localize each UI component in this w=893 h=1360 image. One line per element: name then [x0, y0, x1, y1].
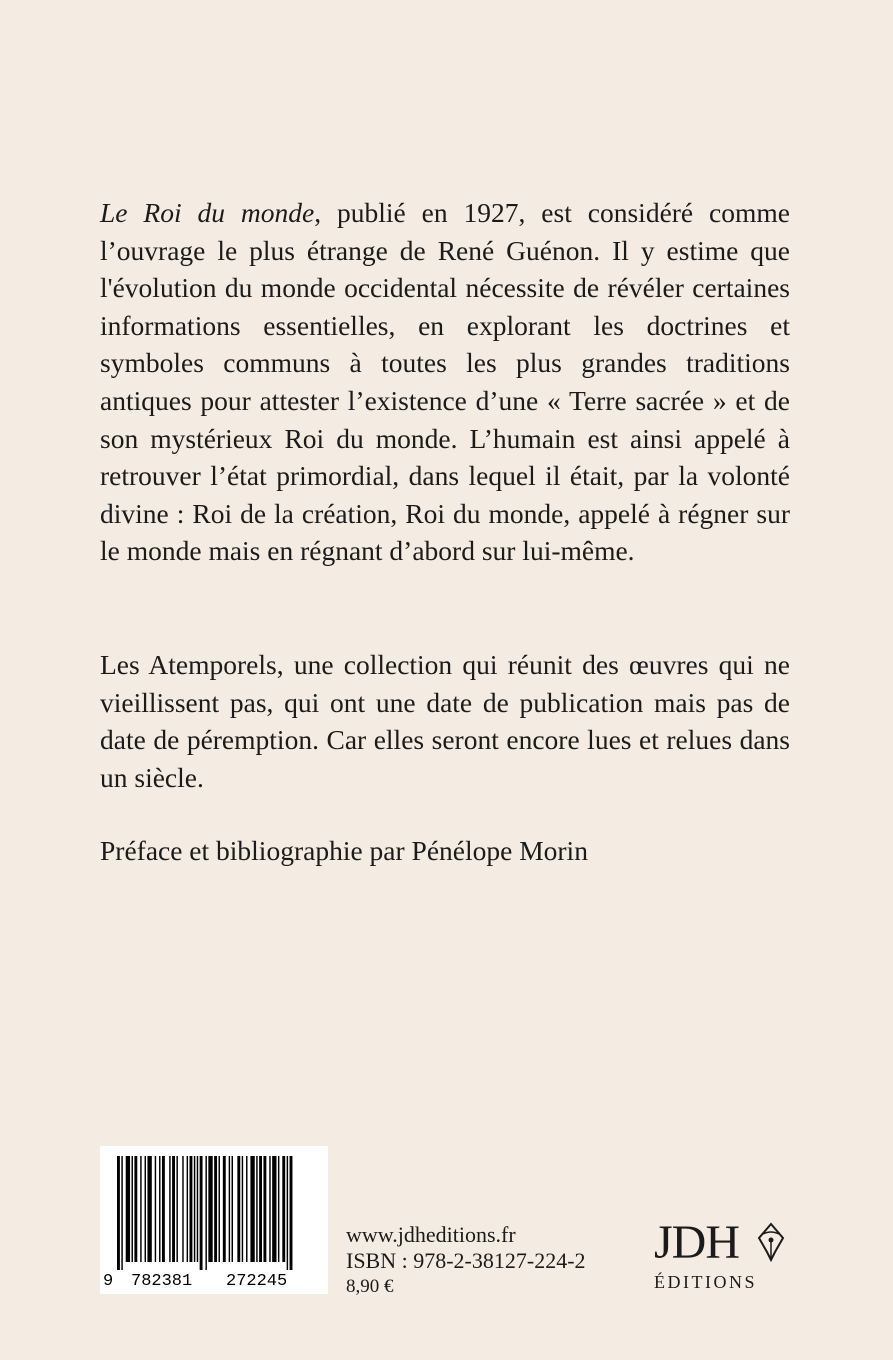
barcode-bar	[287, 1156, 288, 1270]
fountain-pen-nib-icon	[757, 1222, 785, 1262]
barcode-bar	[278, 1156, 279, 1262]
barcode-bar	[256, 1156, 257, 1262]
barcode-bar	[176, 1156, 177, 1262]
barcode-bar	[194, 1156, 195, 1262]
barcode-bar	[155, 1156, 156, 1262]
barcode-bar	[121, 1156, 122, 1270]
barcode-bar	[269, 1156, 270, 1262]
barcode-bar	[229, 1156, 230, 1262]
barcode-bars	[117, 1156, 292, 1270]
price-text: 8,90 €	[346, 1276, 394, 1297]
barcode-bar	[242, 1156, 243, 1262]
barcode-bar	[172, 1156, 175, 1262]
publisher-website[interactable]: www.jdheditions.fr	[346, 1222, 516, 1247]
isbn-text: ISBN : 978-2-38127-224-2	[346, 1248, 586, 1273]
barcode-bar	[200, 1156, 203, 1270]
barcode-bar	[126, 1156, 130, 1262]
barcode-bar	[223, 1156, 226, 1262]
barcode-bar	[159, 1156, 160, 1262]
publisher-info	[346, 1222, 586, 1300]
barcode-bar	[145, 1156, 146, 1262]
barcode-bar	[182, 1156, 183, 1262]
barcode-bar	[205, 1156, 206, 1270]
barcode-bar	[290, 1156, 293, 1270]
barcode-bar	[208, 1156, 212, 1262]
barcode-bar	[140, 1156, 141, 1262]
barcode-bar	[259, 1156, 262, 1262]
logo-letters: JDH	[654, 1216, 740, 1269]
barcode-bar	[219, 1156, 220, 1262]
description-paragraph-1	[100, 194, 790, 570]
barcode-digits-right: 272245	[226, 1272, 288, 1291]
barcode-bar	[197, 1156, 198, 1262]
barcode-bar	[162, 1156, 165, 1262]
barcode-bar	[169, 1156, 170, 1262]
preface-credit: Préface et bibliographie par Pénélope Morin	[100, 835, 588, 866]
isbn-barcode	[100, 1146, 328, 1294]
barcode-digit-lead: 9	[103, 1272, 114, 1291]
barcode-bar	[147, 1156, 151, 1262]
barcode-bar	[132, 1156, 133, 1262]
book-title: Le Roi du monde	[100, 197, 315, 228]
description-text: , publié en 1927, est considéré comme l’ouvrage le plus étrange de René Guénon. Il y estime que l'évolution du monde occidental nécessite de révéler certaines informations essentielles, en explorant les doctrines et symboles communs à toutes les plus grandes traditions antiques pour attester l’existence d’une « Terre sacrée » et de son mystérieux Roi du monde. L’humain est ainsi appelé à retrouver l’état primordial, dans lequel il était, par la volonté divine : Roi de la création, Roi du monde, appelé à régner sur le monde mais en régnant d’abord sur lui-même.	[100, 197, 790, 567]
barcode-bar	[272, 1156, 276, 1262]
barcode-digits-left: 782381	[131, 1272, 193, 1291]
barcode-bar	[232, 1156, 233, 1262]
logo-subtitle: ÉDITIONS	[654, 1272, 757, 1292]
barcode-bar	[190, 1156, 193, 1262]
barcode-bar	[117, 1156, 120, 1270]
publisher-logo	[654, 1218, 794, 1298]
barcode-bar	[187, 1156, 188, 1262]
barcode-bar	[250, 1156, 254, 1262]
barcode-bar	[282, 1156, 285, 1262]
collection-paragraph: Les Atemporels, une collection qui réunit des œuvres qui ne vieillissent pas, qui ont une date de publication mais pas de date de péremption. Car elles seront encore lues et relues dans un siècle.	[100, 649, 790, 793]
barcode-bar	[214, 1156, 217, 1262]
barcode-bar	[246, 1156, 247, 1262]
barcode-bar	[263, 1156, 266, 1262]
barcode-bar	[237, 1156, 240, 1262]
barcode-bar	[134, 1156, 137, 1262]
